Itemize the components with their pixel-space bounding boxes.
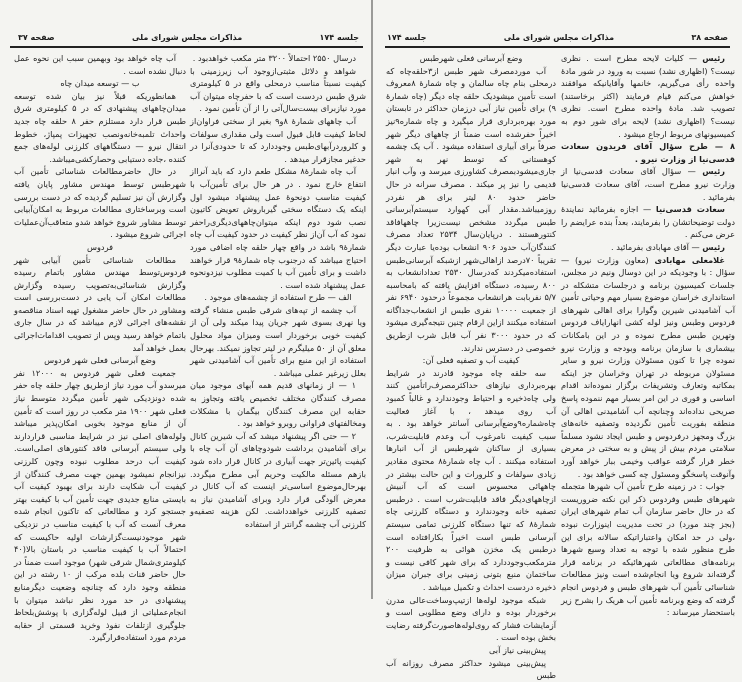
section-heading [386, 52, 556, 65]
paragraph [190, 379, 366, 429]
paragraph-text: همانطوریکه قبلاً نیز بیان شده توسعه میدان‌چاههای پیشنهادی که در ۵ کیلومتری شرق طبس قرار دارد مستلزم حفر ۸ حلقه چاه جدید واحداث تلمبه‌خانه‌ونصب تجهیزات پمپاژ، خطوط انتقال نیرو — دستگاههای کلرزنی لوله‌های جمع کننده ،جاده دستیابی وحصارکشی‌میباشد. [14, 90, 186, 164]
paragraph-text: شواهد و دلائل مثبتی‌ازوجود آب زیرزمینی با کیفیت نسبتاً مناسب درمحلی واقع در ۵ کیلومتری شرق طبس دردست است که با حفرچاه میتوان آب مورد نیازبرای بیست‌سال‌آتی را از آن تأمین نمود . [190, 65, 366, 114]
paragraph-text: آب چاه شمارهٔ۸ مشکل طعم دارد که باید آنرااز انتفاع خارج نمود . در هر حال برای تأمین‌آب با کیفیت مناسب دونحوهٔ عمل پیشنهاد میشود اول اینکه یک دستگاه سختی گیرباروش تعویض کاتیون نصب شود دوم اینکه میتوان‌چاههای‌دیگری‌راحفر نمود که آب آن‌از نظر کیفیت در حدود کیفیت آب چاه شمارهٔ۹ باشد در واقع چهار حلقه چاه اضافی مورد احتیاج میباشد که درجنوب چاه شمارهٔ۹ قرار خواهند داشت و برای تأمین آب با کمیت مطلوب نیزدونحوه عمل پیشنهاد شده است . [190, 166, 366, 290]
paragraph [386, 657, 556, 682]
paragraph-text: ۲ — حتی اگر پیشنهاد میشد که آب شیرین کانال برای آشامیدن برداشت شودوچاهای آن آب چاه با کیفیت پائین‌تر جهت آبیاری در کانال قرار داده شود بازهم مسئله مالکیت وحریم آبی مطرح میگردد. بهرحال‌موضوع اساسی‌تر اینست که آب کانال در معرض آلودگی قرار دارد وبرای آشامیدن نیاز به تصفیه کلرزنی خواهدداشت. لکن هزینه تصفیه‌و کلرزنی آب چشمه گرانتر از استفاده [190, 430, 366, 529]
section-heading [14, 77, 186, 90]
session-number: جلسه ۱۷۴ [319, 32, 359, 42]
paragraph-text: وضع آبرسانی فعلی شهرطبس [419, 53, 523, 63]
section-heading [14, 241, 186, 254]
paragraph [14, 90, 186, 166]
paragraph-text: ۱ — از زمانهای قدیم همه آبهای موجود میان مصرف کنندگان مختلف تخصیص یافته وتجاوز به حقابه این مصرف کنندگان بیگمان با مشکلات ومخالفتهای فراوانی روبرو خواهد بود . [190, 380, 366, 429]
paragraph-text: ب — توسعه میدان چاه [60, 78, 140, 89]
paragraph [14, 165, 186, 241]
page-header [18, 30, 359, 44]
header-rule [10, 46, 363, 48]
paragraph-text: کیفیت آب و تصفیه فعلی آن: [422, 355, 520, 366]
paragraph-text: آب موردمصرف شهر طبس از۳حلقه‌چاه که درمحلی بنام چاه سالمان و چاه شمارهٔ ۸معروف است تأمین میشودیک حلقه چاه دیگر (چاه شمارهٔ ۹) برای تأمین نیاز آبی درزمان حداکثر در تابستان مورد بهره‌برداری قرار میگیرد و چاه شماره۹نیز اخیراً حفرشده است ضمناً از چاههای دیگر شهر صرفاً برای آبیاری استفاده میشود . آب یک چشمه کوهستانی که توسط نهر به شهر جاری‌میشودبمصرف کشاورزی میرسد و، وآب انبار قدیمی را نیز پر میکند . مصرف سرانه در حال حاضر حدود ۸۰ لیتر برای هر نفردر روزمیباشد.مقدار آبی کهوارد سیستم‌آبرسانی طبس میگردد مشخص نیست‌زیرا چاههافاقد کنتورهستند . درپایان‌سال ۲۵۳۴ تعداد مصرف کنندگان‌آب حدود ۹۰۶ انشعاب بوده‌یا عبارت دیگر تقریباً ۷۰درصد ازاهالی‌شهر ازشبکه آبرسانی‌طبس استفاده‌میکردند که‌درسال ۲۵۳۰ تعدادانشعاب به ۸۰۰ رسیده، دستگاه افزایش یافته که بامحاسبه ۵/۷ نفربابت هرانشعاب مجموعاً درحدود ۶۹۴۰ نفر از جمعیت ۱۰۰۰۰ نفری طبس از انشعاب‌جداگانه استفاده میکنند ازاین ارقام چنین نتیجه‌گیری میشود که در حدود ۳۰۰۰ نفر آب قابل شرب ازطریق خصوصی در دسترس ندارند. [386, 65, 557, 353]
speaker-name: رئیس [702, 166, 725, 177]
page-number: صفحه ۳۷ [18, 32, 55, 42]
paragraph-text: پیش‌بینی میشود حداکثر مصرف روزانه آب طبس [386, 657, 556, 681]
page-right [371, 0, 742, 681]
paragraph-text: — کلیات لایحه مطرح است . نظری نیست؟ (اظهاری نشد) نسبت به ورود در شور مادهٔ واحده رأی می‌گیریم، خانمها وآقایانیکه موافقند خواهش می‌کنم قیام فرمایند (اکثر برخاستند) تصویب شد. مادهٔ واحده مطرح است. نظری نیست؟ (اظهاری نشد) لایحه برای شور دوم به کمیسیونهای مربوط ارجاع میشود . [561, 53, 735, 139]
paragraph [14, 52, 186, 77]
session-number: جلسه ۱۷۴ [387, 32, 427, 42]
paragraph-text: — آقای مهابادی بفرمائید . [611, 241, 703, 252]
paragraph-text: پیش‌بینی نیاز آبی [488, 644, 546, 655]
paragraph-text: مطالعات شناسائی تأمین آبیابی شهر فردوس‌توسط مهندس مشاور باتمام رسیده وگزارش شناسائی‌به‌تصویب رسیده وگزارش مطالعات امکان آب یابی در دست‌بررسی است ومشاور در حال حاضر مشغول تهیه اسناد مناقصه‌و نقشه‌های اجرائی لازم میباشد که در سال جاری باتمام خواهد رسید وپس از تصویب اقدامات‌اجرائی بعمل خواهد آمد [14, 254, 186, 353]
paragraph-text: ۸ — طرح سؤال آقای فریدون سعادت قدسی‌نیا از وزارت نیرو . [561, 141, 735, 164]
paragraph [386, 644, 556, 657]
paragraph [190, 115, 366, 165]
paragraph-text: جواب : در زمینه طرح تأمین آب شهرها متجمله شهرهای طبس وفردوس ذکر این نکته ضروریست که در حال حاضر سازمان آب تمام شهرهای ایران (بجز چند مورد) در تحت مدیریت اینوزارت نبوده ،ولی در حد امکان واعتباراتیکه سالانه برای این طرح منظور شده با توجه به تعداد وسیع شهرها برنامه‌های مطالعاتی شهرهائیکه در برنامه قرار گرفته‌اند شروع ویا انجام‌شده است ونیز مطالعات شناسائی تأمین آب شهرهای طبس و فردوس انجام گرفته که وضع وبرنامه تأمین آب هریک را بشرح زیر باستحضار میرساند : [561, 481, 735, 618]
paragraph-text: درسال ۲۵۵۰ احتمالاً ۳۲۰۰ متر مکعب خواهدبود . [192, 53, 356, 63]
speaker-name: سعادت قدسی‌نیا [655, 204, 725, 215]
paragraph-text: الف — طرح استفاده از چشمه‌های موجود . [204, 292, 352, 303]
section-heading [386, 354, 556, 367]
paragraph [561, 165, 735, 203]
paragraph [561, 52, 735, 140]
publication-title: مذاکرات مجلس شورای ملی [503, 32, 615, 42]
publication-title: مذاکرات مجلس شورای ملی [131, 32, 243, 42]
text-column-right [190, 52, 366, 531]
paragraph [561, 203, 735, 241]
paragraph-text: فردوس [86, 241, 114, 252]
paragraph-text: وضع آبرسانی فعلی شهر فردوس [44, 355, 156, 366]
speaker-name: غلامعلی مهابادی [654, 254, 725, 265]
paragraph-text: — سؤال آقای سعادت قدسی‌نیا از وزارت نیرو مطرح است، آقای سعادت قدسی‌نیا بفرمائید . [561, 166, 735, 202]
paragraph-text: جمعیت فعلی شهر فردوس به ۱۲۰۰۰ نفر میرسدو آب مورد نیاز ازطریق چهار حلقه چاه حفر شده دونزدیکی شهر تأمین میگردد متوسط نیاز فعلی شهر ۱۹۰۰ متر مکعب در روز است که تأمین آن از منابع موجود بخوبی امکان‌پذیر میباشد ولوله‌های اصلی نیز در شرایط مناسبی قراردارند ولی سیستم آبرسانی فاقد کنتورهای اصلی‌است. کیفیت آب درحد مطلوب نبوده وچون کلرزنی نیزانجام نمیشود بهمین جهت مصرف کنندگان از کیفیت آب شکایت دارند برای بهبود کیفیت آب بایستی منابع جدیدی جهت تأمین آب با کیفیت بهتر جستجو کرد و مطالعاتی که تاکنون انجام شده معرف آنست که آب با کیفیت مناسب در نزدیکی شهر موجودنیست‌گزارشات اولیه حاکیست که احتمالاً آب با کیفیت مناسب در باستان بالا(۴۰ کیلومتری‌شمال شرقی شهر) موجود است ضمناً در حال حاضر قنات بلده مرکب از ۱۰ رشته در این منطقه وجود دارد که چنانچه وضعیت دیگرمنابع پیشنهادی در حد مورد نظر نباشد میتوان با انجام‌عملیاتی از قبیل لوله‌گزاری با پوشش‌بلحاظ جلوگیری ازتلفات نفوذ وخرید قسمتی از حقابه مردم مورد استفاده‌قرارگیرد. [14, 367, 186, 643]
paragraph [561, 241, 735, 254]
header-rule [385, 46, 730, 48]
paragraph-text: آب چاه خواهد بود وبهمین سبب این نحوه عمل دنبال نشده است . [14, 53, 186, 76]
section-heading [14, 354, 186, 367]
paragraph-text: در حال حاضرمطالعات شناسائی تأمین آب شهرطبس توسط مهندس مشاور پایان یافته وگزارش آن نیز تسلیم گردیده که در دست بررسی است وبرساختاری مطالعات مربوط به امکان‌آبیابی توسط مشاور شروع خواهد شدو متعاقب‌آن‌عملیات اجرائی شروع میشود . [14, 166, 186, 240]
section-heading [190, 291, 366, 304]
paragraph-text: — اجازه بفرمائید نمایندهٔ دولت توضیحاتشان را بفرمایند، بعداً بنده عرایضم را عرض می‌کنم . [561, 204, 735, 240]
text-column-left [386, 52, 556, 682]
text-column-left [14, 52, 186, 644]
speaker-name: رئیس [702, 241, 725, 252]
paragraph [14, 367, 186, 644]
paragraph-text: آب چاههای شمارهٔ ۸و۹ بغیر از سختی فراوان‌از لحاظ کیفیت قابل قبول است ولی مقداری سولفات و کلروردرآبهای‌طبس وجوددارد که تا حدودی‌آنرا در حدغیر مجازقرار میدهد . [190, 115, 366, 164]
paragraph-text: (معاون وزارت نیرو) — سؤال : با وجودیکه در این دوسال ونیم در مجلس، جلسات کمیسیون برنامه و درجلسات متشکله در استانداری خراسان موضوع بسیار مهم وحیاتی تأمین آب آشامیدنی شیرین وگوارا برای اهالی شهرهای فردوس وطبس ونیز لوله کشی انهارایاف فردوس وتهرین طبس مطرح نموده و در این بامکانات بیشماری با سازمان برنامه وبودجه و وزارت نیرو نموده چرا تا کنون مسئولان وزارت نیرو و سایر مسئولان مربوطه در تهران وخراسان جز اینکه بمکاتبه وتعارف وتشریفات برگزار نموده‌اند اقدام اساسی و فوری در این امر بسیار مهم ننموده پاسخ صریحی نداده‌اند وچنانچه آب آشامیدنی اهالی آن منطقه بفوریت تأمین نگردیده وتصفیه خانه‌های بزرگ ومجهز درفردوس و طبس ایجاد نشود مسلماً سلامتی مردم بیش از پیش و به سختی در معرض خطر قرار گرفته عواقب وخیمی ببار خواهد آورد وآنوقت پاسخگو ومسئول چه کسی خواهد بود . [561, 254, 735, 479]
paragraph [190, 65, 366, 115]
paragraph [561, 480, 735, 619]
paragraph [190, 304, 366, 380]
paragraph [386, 65, 556, 355]
paragraph [386, 594, 556, 644]
paragraph-text: سه حلقه چاه موجود قادرند در شرایط بهره‌برداری نیازهای حداکثرمصرف‌راتأمین کنند ولی چاه‌ذخیره و احتیاط وجودندارد و غالباً کمبود آب روی میدهد ، با آغاز فعالیت چاه‌شماره۹وضع‌آبرسانی آسانتر خواهد بود . به سبب کیفیت نامرغوب آب وعدم قابلیت‌شرب، بسیاری از ساکنان شهرطبس از آب انبارها استفاده میکنند . آب چاه شمارهٔ۸ محتوی مقادیر زیادی سولفات و کلرورات و این حالت بیشتر در چاههائی محسوس است که آب آنبیش ازچاههای‌دیگر فاقد قابلیت‌شرب است . درطبس تصفیه خانه وجودندارد و دستگاه کلرزنی چاه شمارهٔ۸ که تنها دستگاه کلرزنی تمامی سیستم آبرسانی طبس است اخیراً بکارافتاده است درطبس یک مخزن هوائی به ظرفیت ۲۰۰ مترمکعب‌وجوددارد که برای شهر کافی نیست و ساختمان منبع بتونی زمینی برای جبران میزان ذخیره دردست احداث و تکمیل میباشد . [386, 367, 556, 592]
paragraph [190, 165, 366, 291]
paragraph-text: شبکه موجود لوله‌ها ازتیپ‌وساخت‌عالی مدرن برخوردار بوده و دارای وضع مطلوبی است و آزمایشات فشار که روی‌لوله‌هاصورت‌گرفته رضایت بخش بوده است . [386, 594, 556, 643]
paragraph [190, 430, 366, 531]
paragraph [386, 367, 556, 594]
paragraph [14, 254, 186, 355]
page-number: صفحه ۳۸ [691, 32, 728, 42]
page-header [387, 30, 728, 44]
paragraph [190, 52, 366, 65]
agenda-item-heading [561, 140, 735, 165]
speaker-name: رئیس [702, 53, 725, 63]
paragraph [561, 254, 735, 481]
page-left [0, 0, 371, 643]
paragraph-text: آب چشمه از تپه‌های شرقی طبس منشاء گرفته ویا نهری بسوی شهر جریان پیدا میکند ولی آن از کیفیت خوبی برخوردار است ومیزان مواد محلول معلق آن از ۵۰ میلیگرم در لیتر تجاوز نمیکند. بهرحال استفاده از این منبع برای تأمین آب آشامیدنی شهر بعلل زیرغیر عملی میباشد . [190, 304, 367, 378]
text-column-right [561, 52, 735, 619]
